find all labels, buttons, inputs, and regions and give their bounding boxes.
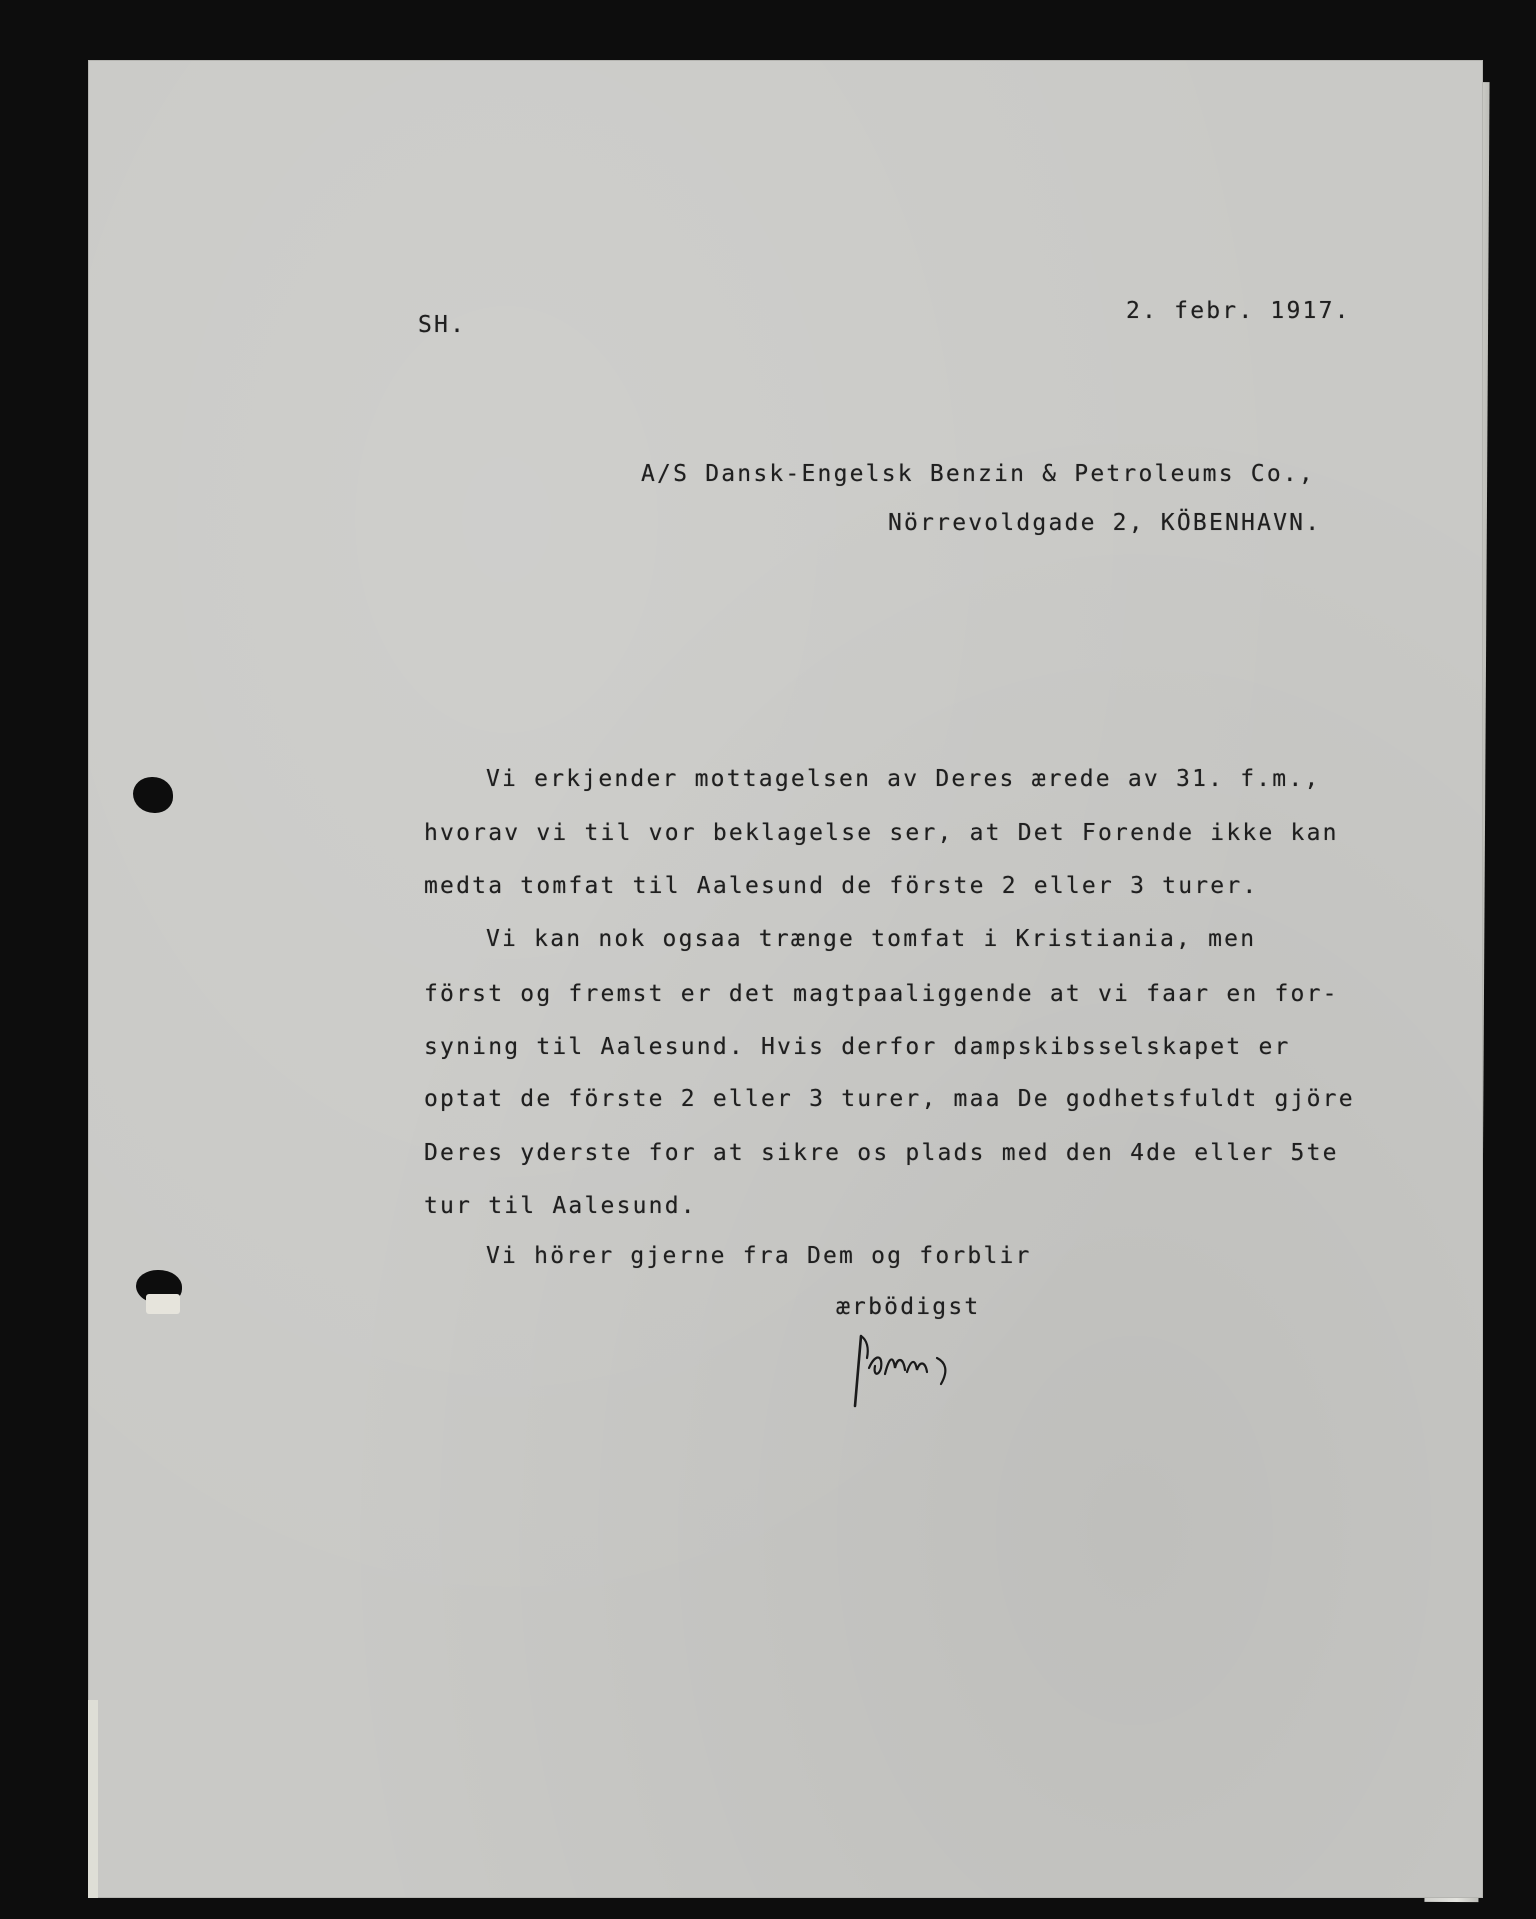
body-line: hvorav vi til vor beklagelse ser, at Det Forende ikke kan	[424, 820, 1339, 846]
valediction: ærbödigst	[836, 1294, 981, 1320]
punch-hole-top	[133, 777, 173, 813]
reference-initials: SH.	[418, 312, 467, 338]
body-line: först og fremst er det magtpaaliggende at vi faar en for-	[424, 981, 1339, 1007]
body-line: Deres yderste for at sikre os plads med den 4de eller 5te	[424, 1140, 1339, 1166]
letter-date: 2. febr. 1917.	[1126, 298, 1351, 324]
torn-paper-patch	[146, 1294, 180, 1314]
closing-line: Vi hörer gjerne fra Dem og forblir	[486, 1243, 1032, 1269]
addressee-company: A/S Dansk-Engelsk Benzin & Petroleums Co.,	[641, 461, 1315, 487]
body-line: Vi erkjender mottagelsen av Deres ærede av 31. f.m.,	[486, 766, 1321, 792]
addressee-address: Nörrevoldgade 2, KÖBENHAVN.	[888, 510, 1322, 536]
handwritten-signature	[845, 1328, 975, 1408]
body-line: optat de förste 2 eller 3 turer, maa De godhetsfuldt gjöre	[424, 1086, 1355, 1112]
letter-page	[88, 60, 1483, 1898]
paper-edge-strip	[88, 1700, 98, 1898]
body-line: tur til Aalesund.	[424, 1193, 697, 1219]
body-line: Vi kan nok ogsaa trænge tomfat i Kristiania, men	[486, 926, 1257, 952]
body-line: syning til Aalesund. Hvis derfor dampskibsselskapet er	[424, 1034, 1291, 1060]
body-line: medta tomfat til Aalesund de förste 2 eller 3 turer.	[424, 873, 1259, 899]
